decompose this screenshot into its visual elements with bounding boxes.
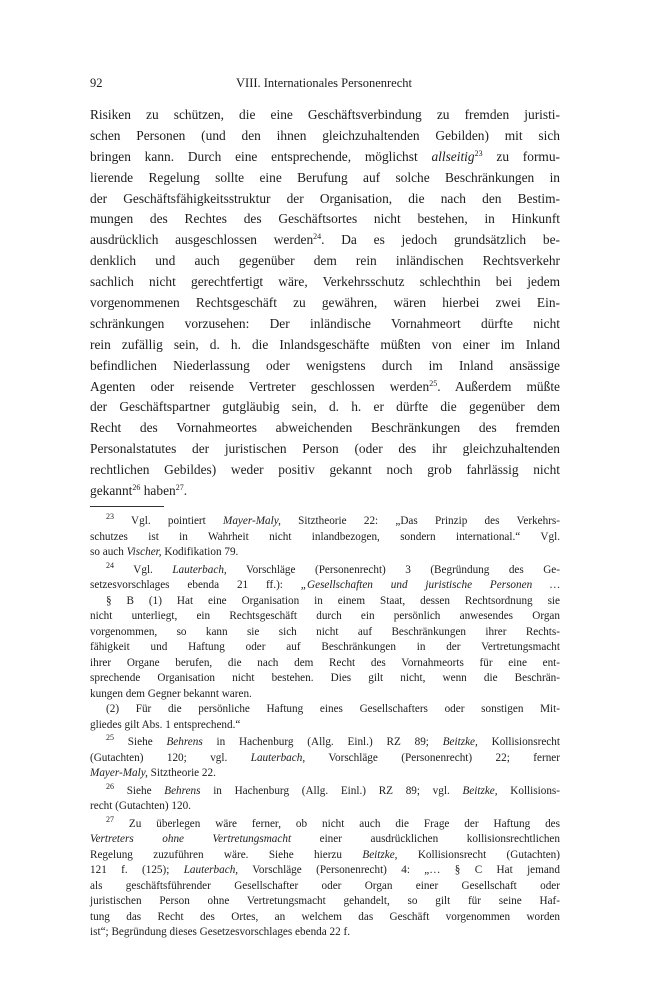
footnote-line: als geschäftsführender Gesellschafter oder Organ einer Gesellschaft oder bbox=[90, 879, 560, 892]
body-line: Risiken zu schützen, die eine Geschäftsverbindung zu fremden juristi- bbox=[90, 107, 560, 122]
italic-text: Vertreters ohne Vertretungsmacht bbox=[90, 833, 292, 845]
footnote-line: ihrer Organe berufen, die nach dem Recht des Vornahmeorts für eine ent- bbox=[90, 656, 560, 669]
footnote-line: fähigkeit und Haftung oder auf Beschränkungen in der Vertretungsmacht bbox=[90, 641, 560, 653]
italic-text: Behrens bbox=[166, 736, 203, 748]
body-line: der Geschäftspartner gutgläubig sein, d. h. er dürfte die gegenüber dem bbox=[90, 399, 560, 415]
body-line: Personalstatutes der juristischen Person (oder des ihr gleichzuhaltenden bbox=[90, 441, 560, 457]
footnote-line: so auch Vischer, Kodifikation 79. bbox=[90, 546, 239, 558]
footnote-line: (Gutachten) 120; vgl. Lauterbach, Vorschläge (Personenrecht) 22; ferner bbox=[90, 751, 560, 764]
italic-text: allseitig bbox=[431, 148, 475, 164]
body-line: denklich und auch gegenüber dem rein inländischen Rechtsverkehr bbox=[90, 253, 560, 269]
footnote-reference: 27 bbox=[175, 483, 184, 493]
footnote-separator bbox=[90, 506, 164, 507]
footnote-line: $^{25}$ Siehe Behrens in Hachenburg (Allg. Einl.) RZ 89; Beitzke, Kollisionsrecht bbox=[106, 733, 560, 748]
footnote-line: $^{27}$ Zu überlegen wäre ferner, ob nicht auch die Frage der Haftung des bbox=[106, 814, 560, 830]
footnote-line: recht (Gutachten) 120. bbox=[90, 800, 191, 812]
footnote-line: $^{23}$ Vgl. pointiert Mayer-Maly, Sitztheorie 22: „Das Prinzip des Verkehrs- bbox=[106, 512, 560, 527]
footnote-line: Regelung zuzuführen wäre. Siehe hierzu Beitzke, Kollisionsrecht (Gutachten) bbox=[90, 848, 560, 861]
footnote-reference: 23 bbox=[474, 148, 483, 158]
body-line: rein zufällig sein, d. h. die Inlandsgeschäfte müßten von einer im Inland bbox=[90, 336, 560, 352]
page-header bbox=[90, 76, 558, 96]
body-line: gekannt$^{26}$ haben$^{27}$. bbox=[90, 483, 188, 499]
footnote-line: vorgenommen, so kann sie sich nicht auf Beschränkungen ihrer Rechts- bbox=[90, 625, 560, 638]
body-line: befindlichen Niederlassung oder wenigstens durch im Inland ansässige bbox=[90, 357, 560, 373]
footnote-line: ist“; Begründung dieses Gesetzesvorschlages ebenda 22 f. bbox=[90, 926, 351, 938]
footnote-reference: 26 bbox=[132, 483, 141, 493]
footnote-line: kungen dem Gegner bekannt waren. bbox=[90, 687, 252, 700]
footnote-line: schutzes ist in Wahrheit nicht inlandbezogen, sondern international.“ Vgl. bbox=[90, 530, 560, 543]
footnote bbox=[90, 781, 560, 815]
footnote-line: $^{24}$ Vgl. Lauterbach, Vorschläge (Personenrecht) 3 (Begründung des Ge- bbox=[106, 560, 560, 576]
footnote-reference: 24 bbox=[313, 232, 322, 242]
body-line: vorgenommenen Rechtsgeschäft zu gewähren, wären hierbei zwei Ein- bbox=[90, 295, 560, 311]
footnote bbox=[90, 560, 560, 734]
footnote-reference: 26 bbox=[106, 781, 114, 791]
footnote-reference: 23 bbox=[106, 512, 114, 521]
footnotes bbox=[90, 514, 560, 943]
body-line: mungen des Rechtes des Geschäftsortes nicht bestehen, in Hinkunft bbox=[90, 211, 560, 227]
footnote-line: tung das Recht des Ortes, an welchem das Geschäft vorgenommen worden bbox=[90, 910, 560, 923]
footnote-reference: 24 bbox=[106, 560, 114, 570]
body-line: ausdrücklich ausgeschlossen werden$^{24}$. Da es jedoch grundsätzlich be- bbox=[90, 232, 560, 248]
italic-text: Vischer, bbox=[126, 546, 162, 558]
footnote bbox=[90, 814, 560, 941]
footnote-line: § B (1) Hat eine Organisation in einem Staat, dessen Rechtsordnung sie bbox=[106, 594, 560, 607]
body-line: der Geschäftsfähigkeitsstruktur der Organisation, die nach den Bestim- bbox=[90, 190, 560, 206]
body-line: schen Personen (und den ihnen gleichzuhaltenden Gebilden) mit sich bbox=[90, 127, 560, 143]
italic-text: Beitzke, bbox=[462, 784, 498, 797]
body-line: lierende Regelung sollte eine Berufung auf solche Beschränkungen in bbox=[90, 169, 560, 185]
body-line: Agenten oder reisende Vertreter geschlossen werden$^{25}$. Außerdem müßte bbox=[90, 378, 560, 394]
footnote-line: $^{26}$ Siehe Behrens in Hachenburg (Allg. Einl.) RZ 89; vgl. Beitzke, Kollisions- bbox=[106, 781, 560, 797]
page-number: 92 bbox=[90, 76, 103, 90]
footnote-line: setzesvorschlages ebenda 21 ff.): „Gesellschaften und juristische Personen … bbox=[90, 579, 560, 591]
italic-text: Lauterbach, bbox=[250, 751, 306, 764]
footnote-line: juristischen Person ohne Vertretungsmacht gehandelt, so gilt für seine Haf- bbox=[90, 895, 560, 907]
footnote-line: Vertreters ohne Vertretungsmacht einer ausdrücklichen kollisionsrechtlichen bbox=[90, 833, 560, 845]
body-line: bringen kann. Durch eine entsprechende, möglichst allseitig$^{23}$ zu formu- bbox=[90, 148, 560, 164]
italic-text: Lauterbach, bbox=[172, 563, 227, 576]
italic-text: „Gesellschaften und juristische Personen … bbox=[300, 579, 560, 591]
footnote-reference: 27 bbox=[106, 814, 114, 824]
body-line: Recht des Vornahmeortes abweichenden Beschränkungen des fremden bbox=[90, 420, 560, 436]
footnote bbox=[90, 514, 560, 561]
italic-text: Beitzke, bbox=[442, 736, 478, 748]
italic-text: Mayer-Maly, bbox=[223, 515, 281, 527]
footnote-line: 121 f. (125); Lauterbach, Vorschläge (Personenrecht) 4: „… § C Hat jemand bbox=[90, 864, 560, 876]
footnote bbox=[90, 735, 560, 782]
body-line: sachlich nicht gerechtfertigt wäre, Verkehrsschutz schlechthin bei jedem bbox=[90, 274, 560, 290]
body-line: rechtlichen Gebildes) weder positiv gekannt noch grob fahrlässig nicht bbox=[90, 462, 560, 478]
footnote-reference: 25 bbox=[429, 378, 438, 388]
running-title: VIII. Internationales Personenrecht bbox=[236, 76, 412, 90]
footnote-line: sprechende Organisation nicht bestehen. Dies gilt nicht, wenn die Beschrän- bbox=[90, 672, 560, 684]
italic-text: Mayer-Maly, bbox=[90, 767, 148, 779]
footnote-line: (2) Für die persönliche Haftung eines Gesellschafters oder sonstigen Mit- bbox=[106, 703, 560, 715]
italic-text: Behrens bbox=[164, 784, 201, 797]
footnote-line: nicht unterliegt, ein Rechtsgeschäft durch ein persönlich anwesendes Organ bbox=[90, 610, 560, 622]
italic-text: Lauterbach, bbox=[183, 864, 239, 876]
footnote-line: gliedes gilt Abs. 1 entsprechend.“ bbox=[90, 718, 241, 731]
body-line: schränkungen vorzusehen: Der inländische Vornahmeort dürfte nicht bbox=[90, 315, 560, 331]
body-text bbox=[90, 105, 560, 502]
footnote-reference: 25 bbox=[106, 733, 114, 742]
footnote-line: Mayer-Maly, Sitztheorie 22. bbox=[90, 767, 216, 779]
italic-text: Beitzke, bbox=[362, 848, 398, 861]
